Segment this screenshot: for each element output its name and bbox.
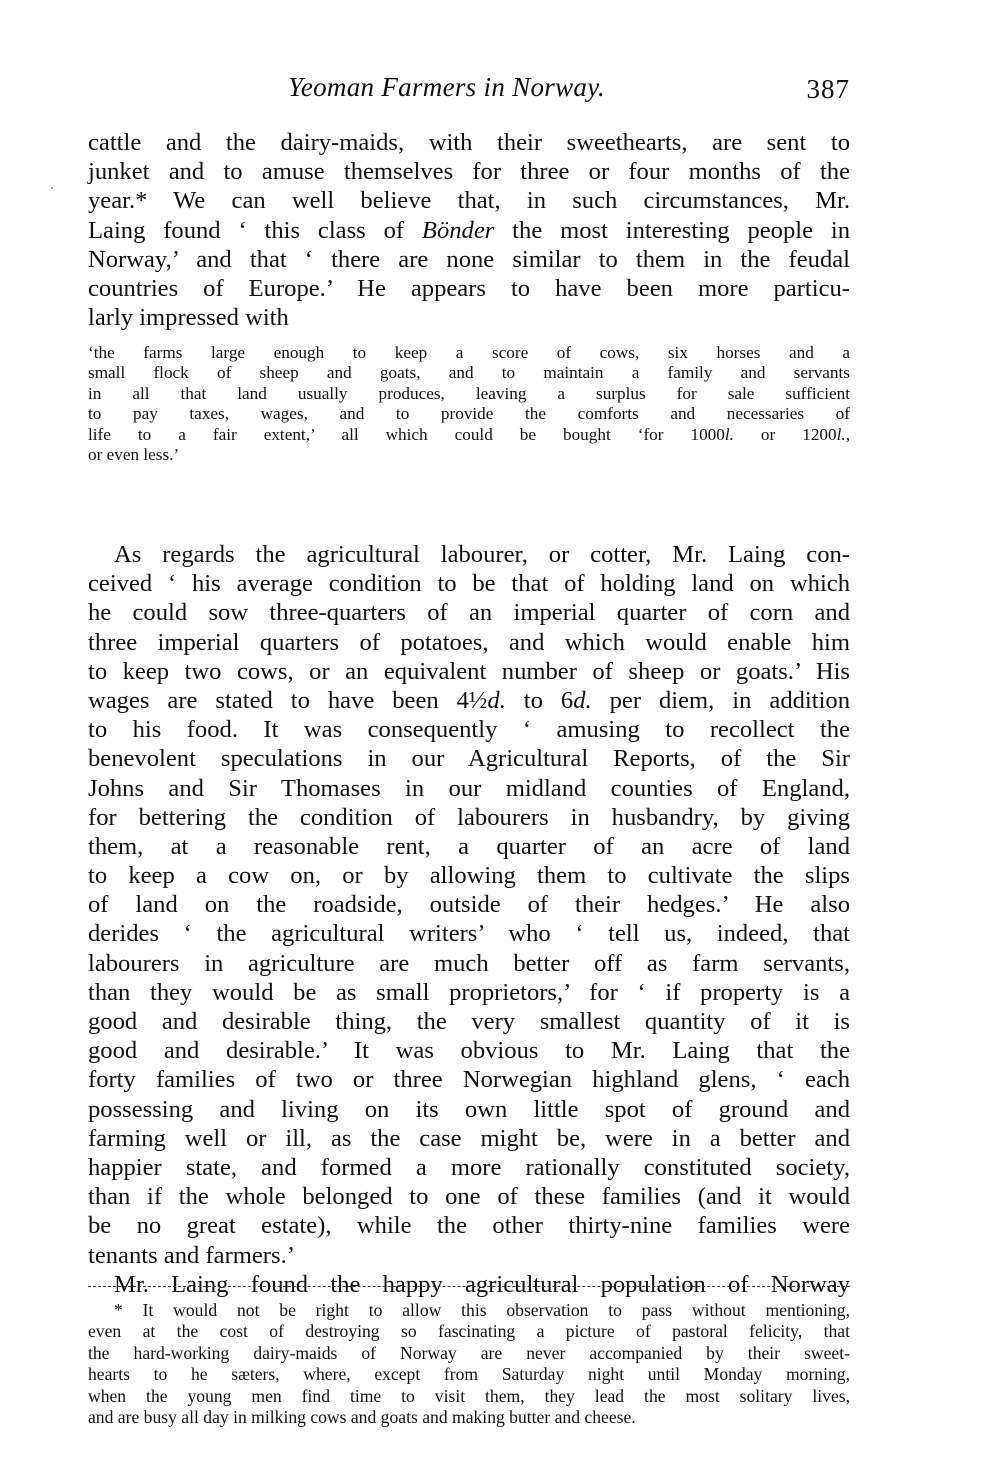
margin-speck: [51, 187, 53, 189]
block-quote: [88, 343, 850, 465]
text-line: than they would be as small proprietors,’ for ‘ if property is a: [88, 978, 850, 1006]
text-line: wages are stated to have been 4½d. to 6d. per diem, in addition: [88, 686, 851, 714]
running-title: Yeoman Farmers in Norway.: [288, 72, 606, 102]
footnote-line: when the young men find time to visit them, they lead the most solitary lives,: [88, 1385, 850, 1406]
text-line: Laing found ‘ this class of Bönder the most interesting people in: [88, 216, 850, 244]
footnote-line: and are busy all day in milking cows and goats and making butter and cheese.: [88, 1406, 636, 1427]
text-line: than if the whole belonged to one of these families (and it would: [88, 1183, 850, 1211]
text-line: to his food. It was consequently ‘ amusing to recollect the: [88, 716, 850, 744]
text-line: countries of Europe.’ He appears to have been more particu-: [88, 274, 850, 302]
text-line: year.* We can well believe that, in such circumstances, Mr.: [88, 187, 850, 215]
quote-line: in all that land usually produces, leaving a surplus for sale sufficient: [88, 383, 850, 403]
paragraph-1: [88, 128, 850, 332]
text-line: Norway,’ and that ‘ there are none similar to them in the feudal: [88, 245, 850, 273]
footnote-line: hearts to he sæters, where, except from Saturday night until Monday morning,: [88, 1364, 850, 1385]
text-line: Johns and Sir Thomases in our midland counties of England,: [88, 774, 850, 802]
page-number: 387: [806, 74, 850, 104]
italic-term: Bönder: [421, 216, 495, 244]
text-line: he could sow three-quarters of an imperial quarter of corn and: [88, 599, 850, 627]
text-line: them, at a reasonable rent, a quarter of an acre of land: [88, 832, 850, 860]
paragraph-2: [88, 540, 850, 1299]
text-line: junket and to amuse themselves for three or four months of the: [88, 158, 850, 186]
paragraph-3-line: Mr. Laing found the happy agricultural population of Norway: [114, 1270, 850, 1298]
text-line: happier state, and formed a more rationally constituted society,: [88, 1153, 850, 1181]
page-header: [88, 72, 850, 108]
text-line: possessing and living on its own little spot of ground and: [88, 1095, 850, 1123]
quote-line: or even less.’: [88, 444, 180, 464]
footnote-line: even at the cost of destroying so fascinating a picture of pastoral felicity, that: [88, 1321, 850, 1342]
text-line: be no great estate), while the other thirty-nine families were: [88, 1212, 850, 1240]
text-line: larly impressed with: [88, 304, 289, 332]
text-line: three imperial quarters of potatoes, and which would enable him: [88, 628, 850, 656]
footnote: [88, 1300, 850, 1428]
text-line: good and desirable.’ It was obvious to Mr. Laing that the: [88, 1037, 850, 1065]
text-line: for bettering the condition of labourers in husbandry, by giving: [88, 803, 850, 831]
footnote-line: the hard-working dairy-maids of Norway are never accompanied by their sweet-: [88, 1342, 850, 1363]
footnote-separator: [88, 1286, 850, 1287]
text-line: tenants and farmers.’: [88, 1241, 295, 1269]
text-line: to keep a cow on, or by allowing them to cultivate the slips: [88, 862, 850, 890]
quote-line: ‘the farms large enough to keep a score of cows, six horses and a: [88, 343, 850, 362]
text-line: to keep two cows, or an equivalent number of sheep or goats.’ His: [88, 657, 850, 685]
text-line: benevolent speculations in our Agricultural Reports, of the Sir: [88, 745, 850, 773]
text-line: cattle and the dairy-maids, with their sweethearts, are sent to: [88, 129, 850, 156]
text-line: derides ‘ the agricultural writers’ who ‘ tell us, indeed, that: [88, 920, 850, 948]
footnote-line: * It would not be right to allow this observation to pass without mentioning,: [114, 1300, 850, 1320]
text-line: forty families of two or three Norwegian highland glens, ‘ each: [88, 1066, 850, 1094]
text-line: of land on the roadside, outside of their hedges.’ He also: [88, 891, 850, 919]
text-line: ceived ‘ his average condition to be that of holding land on which: [88, 570, 850, 598]
text-line: good and desirable thing, the very smallest quantity of it is: [88, 1008, 850, 1035]
quote-line: to pay taxes, wages, and to provide the comforts and necessaries of: [88, 404, 850, 424]
quote-line: small flock of sheep and goats, and to maintain a family and servants: [88, 363, 850, 383]
quote-line: life to a fair extent,’ all which could be bought ‘for 1000l. or 1200l.,: [88, 424, 850, 444]
text-line: As regards the agricultural labourer, or cotter, Mr. Laing con-: [114, 541, 850, 568]
text-line: labourers in agriculture are much better off as farm servants,: [88, 949, 850, 977]
text-line: farming well or ill, as the case might be, were in a better and: [88, 1124, 850, 1152]
